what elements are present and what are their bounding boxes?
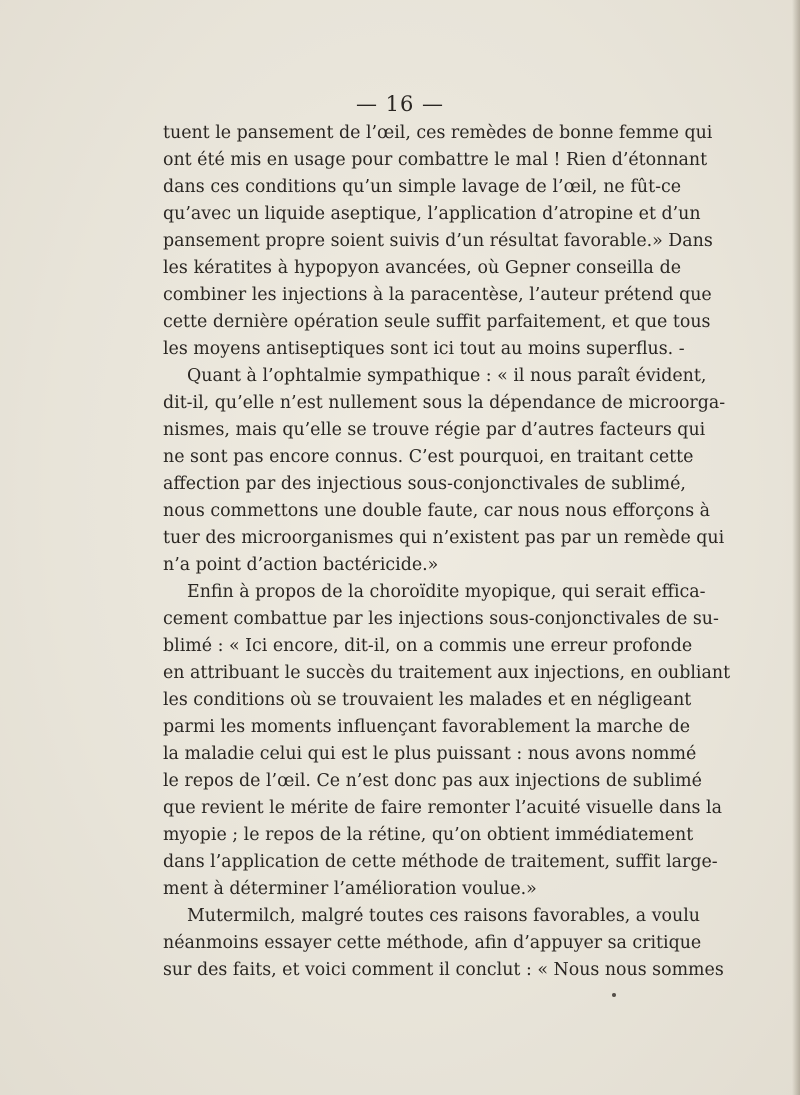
paper-speck — [612, 993, 616, 997]
text-line: n’a point d’action bactéricide.» — [163, 555, 439, 575]
text-line: Mutermilch, malgré toutes ces raisons favorables, a voulu — [187, 906, 700, 926]
page-number: — 16 — — [355, 92, 445, 116]
text-line: la maladie celui qui est le plus puissant : nous avons nommé — [163, 744, 697, 764]
text-line: le repos de l’œil. Ce n’est donc pas aux injections de sublimé — [163, 771, 702, 791]
text-line: ment à déterminer l’amélioration voulue.» — [163, 879, 537, 899]
text-line: les conditions où se trouvaient les malades et en négligeant — [163, 690, 692, 710]
text-line: qu’avec un liquide aseptique, l’application d’atropine et d’un — [163, 204, 701, 224]
text-line: affection par des injectious sous-conjonctivales de sublimé, — [163, 474, 686, 494]
text-line: les moyens antiseptiques sont ici tout au moins superflus. - — [163, 339, 685, 359]
text-line: néanmoins essayer cette méthode, afin d’appuyer sa critique — [163, 933, 702, 953]
text-line: que revient le mérite de faire remonter l’acuité visuelle dans la — [163, 798, 722, 818]
text-line: parmi les moments influençant favorablement la marche de — [163, 717, 691, 737]
text-line: myopie ; le repos de la rétine, qu’on obtient immédiatement — [163, 825, 694, 845]
text-line: blimé : « Ici encore, dit-il, on a commis une erreur profonde — [163, 636, 693, 656]
text-line: les kératites à hypopyon avancées, où Gepner conseilla de — [163, 258, 681, 278]
text-line: ont été mis en usage pour combattre le mal ! Rien d’étonnant — [163, 150, 708, 170]
text-line: sur des faits, et voici comment il conclut : « Nous nous sommes — [163, 960, 724, 980]
text-line: tuent le pansement de l’œil, ces remèdes de bonne femme qui — [163, 123, 713, 143]
text-line: nismes, mais qu’elle se trouve régie par d’autres facteurs qui — [163, 420, 706, 440]
text-line: Enfin à propos de la choroïdite myopique, qui serait effica- — [187, 582, 706, 602]
text-line: cette dernière opération seule suffit parfaitement, et que tous — [163, 312, 711, 332]
page-edge-shadow — [792, 0, 800, 1095]
text-line: nous commettons une double faute, car nous nous efforçons à — [163, 501, 711, 521]
body-text — [163, 120, 731, 984]
text-line: combiner les injections à la paracentèse, l’auteur prétend que — [163, 285, 712, 305]
text-line: dans l’application de cette méthode de traitement, suffit large- — [163, 852, 718, 872]
text-line: en attribuant le succès du traitement aux injections, en oubliant — [163, 663, 731, 683]
text-line: tuer des microorganismes qui n’existent pas par un remède qui — [163, 528, 725, 548]
text-line: pansement propre soient suivis d’un résultat favorable.» Dans — [163, 231, 713, 251]
text-line: cement combattue par les injections sous-conjonctivales de su- — [163, 609, 719, 629]
text-line: ne sont pas encore connus. C’est pourquoi, en traitant cette — [163, 447, 694, 467]
text-line: dans ces conditions qu’un simple lavage de l’œil, ne fût-ce — [163, 177, 681, 197]
text-line: dit-il, qu’elle n’est nullement sous la dépendance de microorga- — [163, 393, 726, 413]
text-line: Quant à l’ophtalmie sympathique : « il nous paraît évident, — [187, 366, 707, 386]
